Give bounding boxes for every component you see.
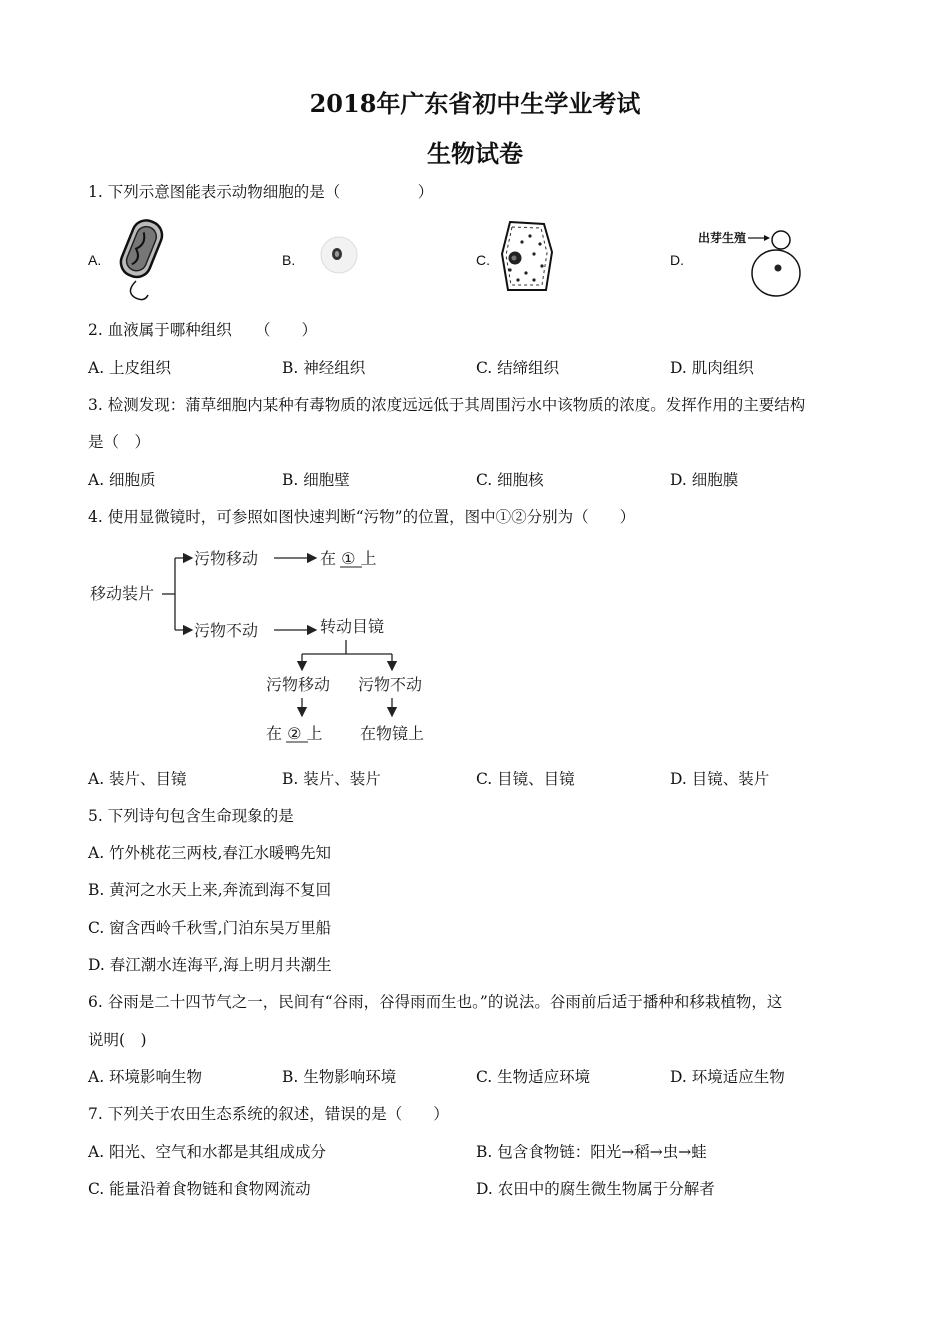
- question-3-stem-line2: 是（ ）: [88, 433, 151, 451]
- question-6-stem-line2: 说明( ): [88, 1031, 147, 1049]
- flow-on-2: 在 ② 上: [266, 724, 323, 743]
- q7-option-b: B. 包含食物链：阳光→稻→虫→蛙: [476, 1143, 707, 1161]
- bacterium-cell-image: [112, 215, 172, 305]
- q5-option-a: A. 竹外桃花三两枝,春江水暖鸭先知: [88, 844, 331, 862]
- q5-option-d: D. 春江潮水连海平,海上明月共潮生: [88, 956, 332, 974]
- q2-option-c: C. 结缔组织: [476, 359, 560, 377]
- q2-option-a: A. 上皮组织: [88, 359, 172, 377]
- yeast-budding-image: [748, 226, 808, 300]
- budding-annotation: 出芽生殖: [698, 231, 747, 245]
- plant-cell-image: [496, 218, 558, 296]
- q3-option-a: A. 细胞质: [88, 471, 156, 489]
- q6-option-b: B. 生物影响环境: [282, 1068, 397, 1086]
- question-7-stem: 7. 下列关于农田生态系统的叙述，错误的是（ ）: [88, 1105, 449, 1123]
- flow-dirt-moves: 污物移动: [194, 549, 259, 568]
- question-6-stem-line1: 6. 谷雨是二十四节气之一，民间有“谷雨，谷得雨而生也。”的说法。谷雨前后适于播种和移栽植物，这: [88, 993, 783, 1011]
- q1-label-c: C.: [476, 252, 490, 268]
- question-4-stem: 4. 使用显微镜时，可参照如图快速判断“污物”的位置，图中①②分别为（ ）: [88, 508, 636, 526]
- flow-on-objective: 在物镜上: [360, 724, 425, 743]
- q4-option-d: D. 目镜、装片: [670, 770, 770, 788]
- q1-label-a: A.: [88, 252, 102, 268]
- flow-on-1: 在 ① 上: [320, 549, 377, 568]
- q7-option-a: A. 阳光、空气和水都是其组成成分: [88, 1143, 327, 1161]
- question-1-stem: 1. 下列示意图能表示动物细胞的是（ ）: [88, 183, 434, 201]
- round-cell-image: [316, 232, 362, 278]
- page-title: 2018年广东省初中生学业考试: [309, 89, 641, 118]
- flow-rotate-eyepiece: 转动目镜: [320, 617, 385, 636]
- q4-option-b: B. 装片、装片: [282, 770, 381, 788]
- q2-option-d: D. 肌肉组织: [670, 359, 754, 377]
- flow-dirt-moves-2: 污物移动: [266, 675, 331, 694]
- q3-option-b: B. 细胞壁: [282, 471, 350, 489]
- q1-label-d: D.: [670, 252, 684, 268]
- q1-label-b: B.: [282, 252, 296, 268]
- q7-option-c: C. 能量沿着食物链和食物网流动: [88, 1180, 311, 1198]
- q3-option-d: D. 细胞膜: [670, 471, 739, 489]
- question-2-stem: 2. 血液属于哪种组织 （ ）: [88, 321, 317, 339]
- flow-dirt-static-2: 污物不动: [358, 675, 423, 694]
- q4-option-c: C. 目镜、目镜: [476, 770, 575, 788]
- q6-option-c: C. 生物适应环境: [476, 1068, 591, 1086]
- page-subtitle: 生物试卷: [427, 139, 523, 168]
- flow-move-slide: 移动装片: [90, 584, 155, 603]
- q3-option-c: C. 细胞核: [476, 471, 544, 489]
- question-3-stem-line1: 3. 检测发现：蒲草细胞内某种有毒物质的浓度远远低于其周围污水中该物质的浓度。发挥作用的主要结构: [88, 396, 806, 414]
- q6-option-a: A. 环境影响生物: [88, 1068, 203, 1086]
- flow-dirt-static: 污物不动: [194, 621, 259, 640]
- q2-option-b: B. 神经组织: [282, 359, 366, 377]
- q5-option-c: C. 窗含西岭千秋雪,门泊东吴万里船: [88, 919, 332, 937]
- q5-option-b: B. 黄河之水天上来,奔流到海不复回: [88, 881, 332, 899]
- question-5-stem: 5. 下列诗句包含生命现象的是: [88, 807, 294, 825]
- q7-option-d: D. 农田中的腐生微生物属于分解者: [476, 1180, 715, 1198]
- q6-option-d: D. 环境适应生物: [670, 1068, 785, 1086]
- q4-option-a: A. 装片、目镜: [88, 770, 187, 788]
- microscope-flowchart: [80, 540, 460, 750]
